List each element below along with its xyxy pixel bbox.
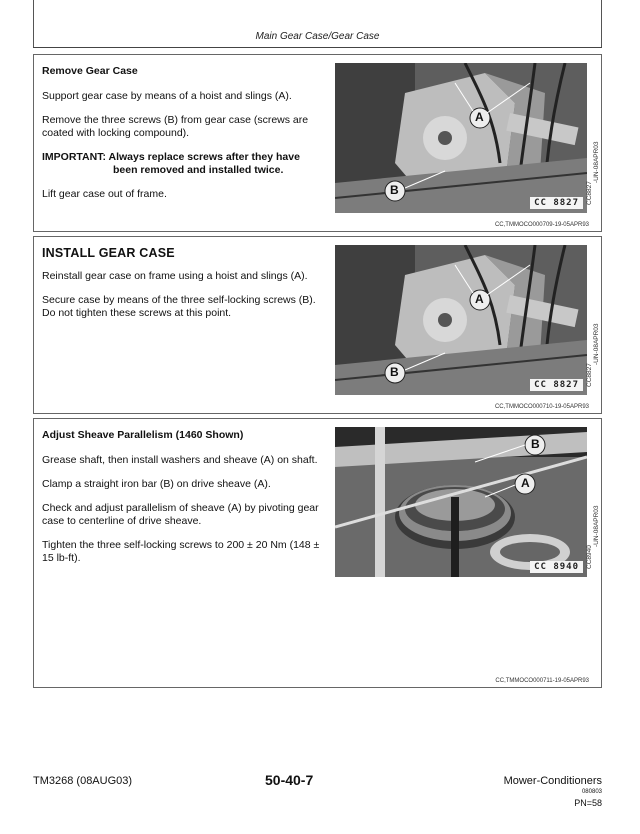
paragraph: Secure case by means of the three self-locking screws (B). Do not tighten these screws at this point. <box>42 294 316 319</box>
paragraph: Grease shaft, then install washers and sheave (A) on shaft. <box>42 454 318 466</box>
paragraph: Check and adjust parallelism of sheave (A) by pivoting gear case to centerline of drive sheave. <box>42 502 319 527</box>
gear-case-illustration <box>335 245 587 395</box>
section-text <box>42 429 327 576</box>
important-line-2: been removed and installed twice. <box>113 164 284 176</box>
photo-side-code: CC8940 -UN-08APR03 <box>586 505 600 569</box>
section-text <box>42 65 327 212</box>
section-title: Adjust Sheave Parallelism (1460 Shown) <box>42 429 244 441</box>
label-b: B <box>531 437 540 451</box>
section-install-gear-case <box>33 236 602 414</box>
section-adjust-sheave <box>33 418 602 688</box>
important-line-1: Always replace screws after they have <box>108 151 300 163</box>
header-rule <box>33 47 602 48</box>
important-label: IMPORTANT: <box>42 151 106 163</box>
photo-side-code: CC8827 -UN-08APR03 <box>586 141 600 205</box>
section-title: INSTALL GEAR CASE <box>42 246 175 260</box>
sheave-photo <box>335 427 587 577</box>
section-title: Remove Gear Case <box>42 65 138 77</box>
paragraph: Clamp a straight iron bar (B) on drive sheave (A). <box>42 478 271 490</box>
paragraph: Lift gear case out of frame. <box>42 188 167 200</box>
sheave-illustration <box>335 427 587 577</box>
gear-case-photo <box>335 245 587 395</box>
footer-pn: PN=58 <box>574 798 602 808</box>
label-b: B <box>390 365 399 379</box>
footer-date-code: 080803 <box>581 789 602 795</box>
paragraph: Tighten the three self-locking screws to 200 ± 20 Nm (148 ± 15 lb-ft). <box>42 539 320 564</box>
photo-badge: CC 8827 <box>530 197 583 209</box>
footer-product: Mower-Conditioners <box>503 775 602 787</box>
paragraph: Support gear case by means of a hoist and slings (A). <box>42 90 292 102</box>
footer-page-number: 50-40-7 <box>265 772 314 788</box>
label-a: A <box>475 292 484 306</box>
photo-badge: CC 8940 <box>530 561 583 573</box>
reference-code: CC,TMMOCO000710-19-05APR93 <box>494 404 589 410</box>
reference-code: CC,TMMOCO000709-19-05APR93 <box>494 222 589 228</box>
label-a: A <box>475 110 484 124</box>
gear-case-photo <box>335 63 587 213</box>
label-b: B <box>390 183 399 197</box>
important-note <box>42 151 327 177</box>
section-text <box>42 247 327 331</box>
reference-code: CC,TMMOCO000711-19-05APR93 <box>495 678 589 684</box>
paragraph: Reinstall gear case on frame using a hoist and slings (A). <box>42 270 308 282</box>
paragraph: Remove the three screws (B) from gear case (screws are coated with locking compound). <box>42 114 309 139</box>
photo-side-code: CC8827 -UN-08APR03 <box>586 323 600 387</box>
photo-badge: CC 8827 <box>530 379 583 391</box>
gear-case-illustration <box>335 63 587 213</box>
section-remove-gear-case <box>33 54 602 232</box>
label-a: A <box>521 476 530 490</box>
page-header-title: Main Gear Case/Gear Case <box>255 31 380 42</box>
footer-manual-id: TM3268 (08AUG03) <box>33 775 133 787</box>
